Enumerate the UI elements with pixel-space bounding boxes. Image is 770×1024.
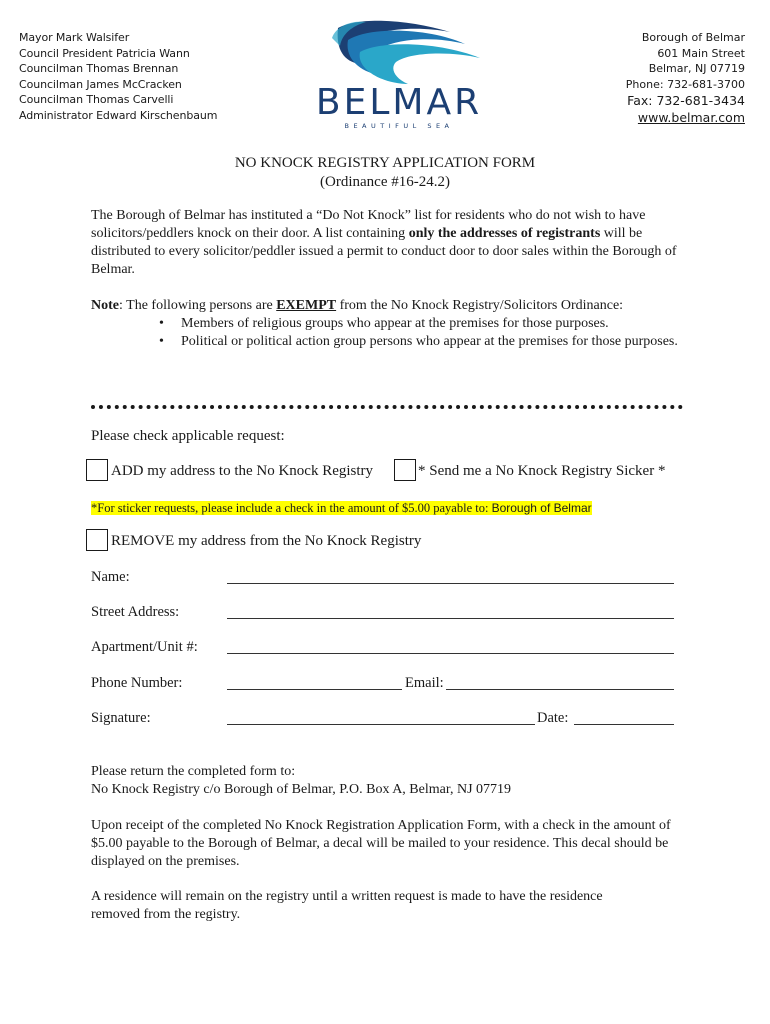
return-instructions bbox=[91, 763, 691, 799]
signature-field[interactable] bbox=[227, 724, 535, 725]
contact-city: Belmar, NJ 07719 bbox=[648, 62, 745, 75]
intro-text-1: The Borough of Belmar has instituted a “Do Not Knock” list for residents who do not wish to have solicitors/peddlers knock on their door. A list containing bbox=[91, 208, 646, 241]
official-councilman-brennan: Councilman Thomas Brennan bbox=[19, 62, 179, 75]
name-field[interactable] bbox=[227, 583, 674, 584]
date-field[interactable] bbox=[574, 724, 674, 725]
official-council-president: Council President Patricia Wann bbox=[19, 46, 190, 60]
email-field[interactable] bbox=[446, 689, 674, 690]
official-councilman-mccracken: Councilman James McCracken bbox=[19, 77, 182, 91]
remove-address-label: REMOVE my address from the No Knock Registry bbox=[111, 533, 422, 549]
phone-field[interactable] bbox=[227, 689, 402, 690]
official-councilman-carvelli: Councilman Thomas Carvelli bbox=[19, 93, 174, 106]
street-label: Street Address: bbox=[91, 604, 180, 620]
sticker-note-text: *For sticker requests, please include a check in the amount of $5.00 payable to: bbox=[91, 501, 492, 515]
name-label: Name: bbox=[91, 569, 130, 585]
wave-logo-icon bbox=[300, 18, 495, 88]
note-text-b: from the No Knock Registry/Solicitors Ordinance: bbox=[336, 298, 624, 313]
note-exempt: EXEMPT bbox=[276, 298, 337, 313]
exempt-list bbox=[91, 315, 691, 351]
exempt-note bbox=[91, 297, 691, 351]
website-link[interactable]: www.belmar.com bbox=[637, 110, 745, 125]
check-prompt: Please check applicable request: bbox=[91, 428, 285, 444]
form-subtitle: (Ordinance #16-24.2) bbox=[320, 174, 450, 190]
remain-paragraph: A residence will remain on the registry until a written request is made to have the residence removed from the registry. bbox=[91, 889, 603, 922]
contact-phone: Phone: 732-681-3700 bbox=[625, 77, 745, 91]
apartment-label: Apartment/Unit #: bbox=[91, 639, 198, 655]
contact-name: Borough of Belmar bbox=[641, 31, 745, 44]
sticker-checkbox[interactable] bbox=[394, 459, 416, 481]
logo-tagline: BEAUTIFUL SEA bbox=[344, 122, 454, 130]
contact-fax: Fax: 732-681-3434 bbox=[627, 93, 745, 108]
note-label: Note bbox=[91, 298, 119, 313]
phone-label: Phone Number: bbox=[91, 675, 183, 691]
intro-bold-text: only the addresses of registrants bbox=[408, 226, 601, 241]
return-line-2: No Knock Registry c/o Borough of Belmar, P.O. Box A, Belmar, NJ 07719 bbox=[91, 782, 512, 797]
form-title: NO KNOCK REGISTRY APPLICATION FORM bbox=[234, 155, 536, 171]
receipt-paragraph: Upon receipt of the completed No Knock Registration Application Form, with a check in the amount of $5.00 payable to the Borough of Belmar, a decal will be mailed to your residence. This decal should be displayed on the premises. bbox=[91, 818, 671, 869]
email-label: Email: bbox=[405, 675, 444, 691]
note-text-a: : The following persons are bbox=[119, 298, 277, 313]
sticker-note bbox=[91, 499, 592, 517]
contact-block bbox=[626, 30, 745, 126]
officials-list bbox=[19, 30, 217, 123]
sticker-payee: Borough of Belmar bbox=[491, 501, 592, 515]
exempt-item-religious: • Members of religious groups who appear at the premises for those purposes. bbox=[181, 315, 691, 333]
sticker-label: * Send me a No Knock Registry Sicker * bbox=[418, 463, 666, 479]
contact-address: 601 Main Street bbox=[657, 46, 745, 60]
signature-label: Signature: bbox=[91, 710, 151, 726]
street-field[interactable] bbox=[227, 618, 674, 619]
add-address-checkbox[interactable] bbox=[86, 459, 108, 481]
intro-paragraph bbox=[91, 207, 691, 279]
logo-wordmark: BELMAR bbox=[315, 82, 483, 123]
official-mayor: Mayor Mark Walsifer bbox=[19, 31, 130, 44]
apartment-field[interactable] bbox=[227, 653, 674, 654]
intro-text-2: will be distributed to every solicitor/peddler issued a permit to conduct door to door sales within the Borough of Belmar. bbox=[91, 226, 677, 277]
remove-address-checkbox[interactable] bbox=[86, 529, 108, 551]
belmar-logo bbox=[300, 18, 495, 134]
add-address-label: ADD my address to the No Knock Registry bbox=[111, 463, 374, 479]
exempt-item-political: • Political or political action group persons who appear at the premises for those purposes. bbox=[181, 333, 691, 351]
return-line-1: Please return the completed form to: bbox=[91, 764, 296, 779]
date-label: Date: bbox=[537, 710, 569, 726]
dotted-divider bbox=[91, 405, 683, 409]
official-administrator: Administrator Edward Kirschenbaum bbox=[19, 108, 218, 122]
